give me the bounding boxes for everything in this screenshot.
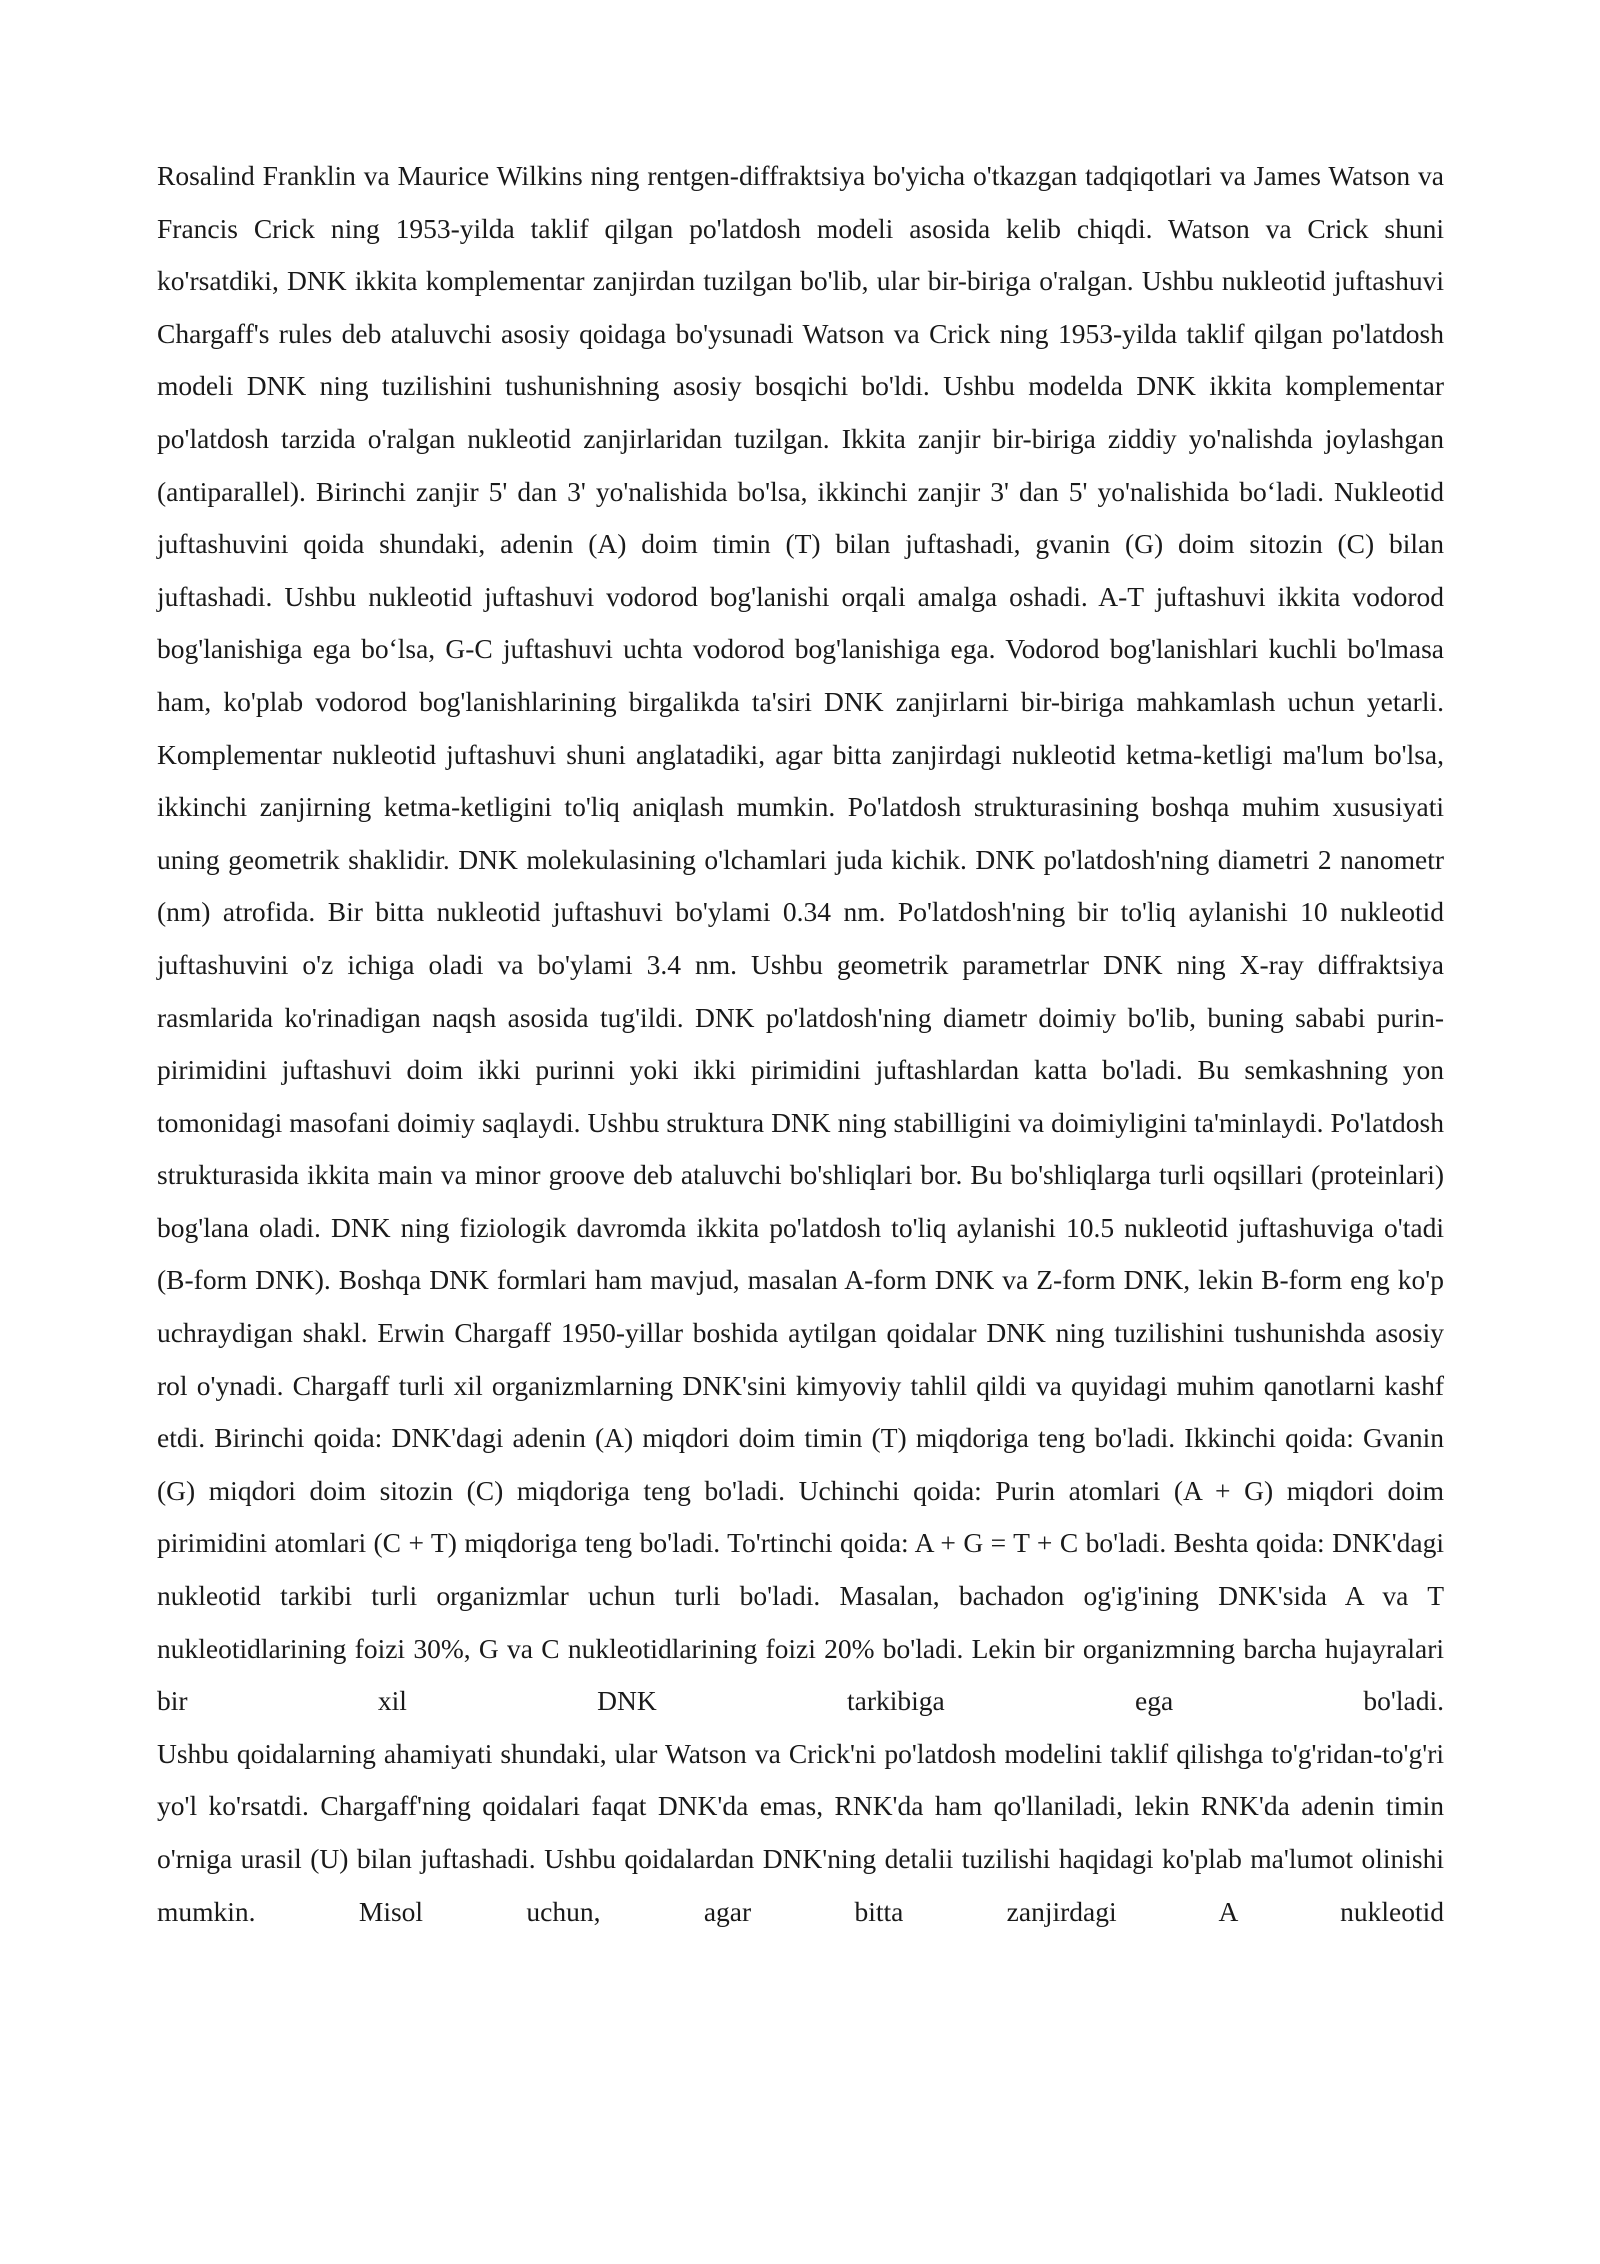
body-text bbox=[157, 150, 1444, 1938]
paragraph-2: Ushbu qoidalarning ahamiyati shundaki, ular Watson va Crick'ni po'latdosh modelini taklif qilishga to'g'ridan-to'g'ri yo'l ko'rsatdi. Chargaff'ning qoidalari faqat DNK'da emas, RNK'da ham qo'llaniladi, lekin RNK'da adenin timin o'rniga urasil (U) bilan juftashadi. Ushbu qoidalardan DNK'ning detalii tuzilishi haqidagi ko'plab ma'lumot olinishi mumkin. Misol uchun, agar bitta zanjirdagi A nukleotid bbox=[157, 1737, 1444, 1927]
paragraph-1: Rosalind Franklin va Maurice Wilkins ning rentgen-diffraktsiya bo'yicha o'tkazgan tadqiqotlari va James Watson va Francis Crick ning 1953-yilda taklif qilgan po'latdosh modeli asosida kelib chiqdi. Watson va Crick shuni ko'rsatdiki, DNK ikkita komplementar zanjirdan tuzilgan bo'lib, ular bir-biriga o'ralgan. Ushbu nukleotid juftashuvi Chargaff's rules deb ataluvchi asosiy qoidaga bo'ysunadi Watson va Crick ning 1953-yilda taklif qilgan po'latdosh modeli DNK ning tuzilishini tushunishning asosiy bosqichi bo'ldi. Ushbu modelda DNK ikkita komplementar po'latdosh tarzida o'ralgan nukleotid zanjirlaridan tuzilgan. Ikkita zanjir bir-biriga ziddiy yo'nalishda joylashgan (antiparallel). Birinchi zanjir 5' dan 3' yo'nalishida bo'lsa, ikkinchi zanjir 3' dan 5' yo'nalishida bo‘ladi. Nukleotid juftashuvini qoida shundaki, adenin (A) doim timin (T) bilan juftashadi, gvanin (G) doim sitozin (C) bilan juftashadi. Ushbu nukleotid juftashuvi vodorod bog'lanishi orqali amalga oshadi. A-T juftashuvi ikkita vodorod bog'lanishiga ega bo‘lsa, G-C juftashuvi uchta vodorod bog'lanishiga ega. Vodorod bog'lanishlari kuchli bo'lmasa ham, ko'plab vodorod bog'lanishlarining birgalikda ta'siri DNK zanjirlarni bir-biriga mahkamlash uchun yetarli. Komplementar nukleotid juftashuvi shuni anglatadiki, agar bitta zanjirdagi nukleotid ketma-ketligi ma'lum bo'lsa, ikkinchi zanjirning ketma-ketligini to'liq aniqlash mumkin. Po'latdosh strukturasining boshqa muhim xususiyati uning geometrik shaklidir. DNK molekulasining o'lchamlari juda kichik. DNK po'latdosh'ning diametri 2 nanometr (nm) atrofida. Bir bitta nukleotid juftashuvi bo'ylami 0.34 nm. Po'latdosh'ning bir to'liq aylanishi 10 nukleotid juftashuvini o'z ichiga oladi va bo'ylami 3.4 nm. Ushbu geometrik parametrlar DNK ning X-ray diffraktsiya rasmlarida ko'rinadigan naqsh asosida tug'ildi. DNK po'latdosh'ning diametr doimiy bo'lib, buning sababi purin-pirimidini juftashuvi doim ikki purinni yoki ikki pirimidini juftashlardan katta bo'ladi. Bu semkashning yon tomonidagi masofani doimiy saqlaydi. Ushbu struktura DNK ning stabilligini va doimiyligini ta'minlaydi. Po'latdosh strukturasida ikkita main va minor groove deb ataluvchi bo'shliqlari bor. Bu bo'shliqlarga turli oqsillari (proteinlari) bog'lana oladi. DNK ning fiziologik davromda ikkita po'latdosh to'liq aylanishi 10.5 nukleotid juftashuviga o'tadi (B-form DNK). Boshqa DNK formlari ham mavjud, masalan A-form DNK va Z-form DNK, lekin B-form eng ko'p uchraydigan shakl. Erwin Chargaff 1950-yillar boshida aytilgan qoidalar DNK ning tuzilishini tushunishda asosiy rol o'ynadi. Chargaff turli xil organizmlarning DNK'sini kimyoviy tahlil qildi va quyidagi muhim qanotlarni kashf etdi. Birinchi qoida: DNK'dagi adenin (A) miqdori doim timin (T) miqdoriga teng bo'ladi. Ikkinchi qoida: Gvanin (G) miqdori doim sitozin (C) miqdoriga teng bo'ladi. Uchinchi qoida: Purin atomlari (A + G) miqdori doim pirimidini atomlari (C + T) miqdoriga teng bo'ladi. To'rtinchi qoida: A + G = T + C bo'ladi. Beshta qoida: DNK'dagi nukleotid tarkibi turli organizmlar uchun turli bo'ladi. Masalan, bachadon og'ig'ining DNK'sida A va T nukleotidlarining foizi 30%, G va C nukleotidlarining foizi 20% bo'ladi. Lekin bir organizmning barcha hujayralari bir xil DNK tarkibiga ega bo'ladi. bbox=[157, 160, 1444, 1717]
